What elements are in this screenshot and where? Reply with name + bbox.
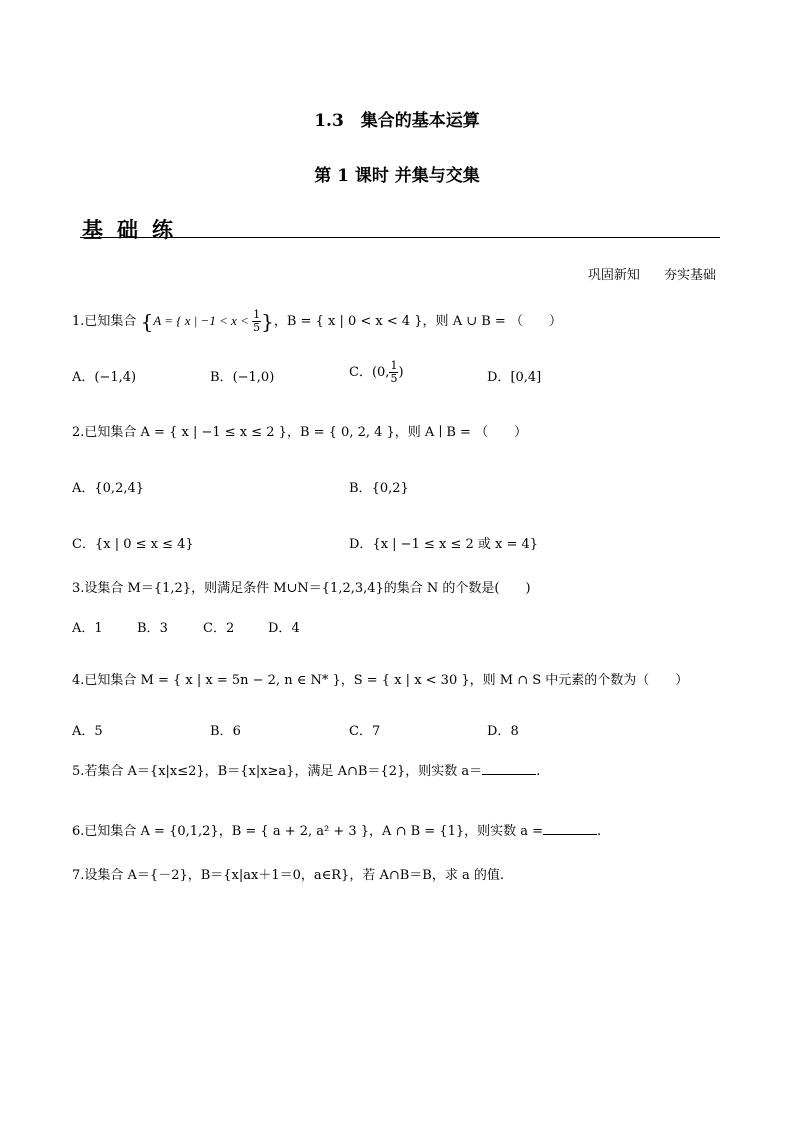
brace-open: { (140, 309, 154, 334)
option-label: C． (203, 621, 226, 636)
q4-option-d[interactable] (487, 720, 519, 739)
question-6-end: . (597, 824, 602, 839)
q1-option-b[interactable] (210, 366, 274, 385)
q3-option-b[interactable] (137, 617, 168, 636)
option-label: C． (72, 537, 95, 552)
option-text: (0, (371, 365, 390, 380)
option-text: (−1,4) (94, 370, 137, 385)
option-label: A． (72, 370, 95, 385)
option-label: B． (210, 724, 233, 739)
option-label: D． (349, 537, 373, 552)
section-heading: 基础练 (82, 217, 187, 242)
q4-option-b[interactable] (210, 720, 241, 739)
q3-option-d[interactable] (268, 617, 300, 636)
option-text: 2 (225, 621, 235, 636)
option-label: B． (210, 370, 233, 385)
section-divider (80, 237, 720, 238)
fraction-denominator: 5 (390, 372, 398, 385)
section-tagline: 巩固新知 夯实基础 (587, 268, 716, 283)
question-5-text: 5.若集合 A＝{x|x≤2}，B＝{x|x≥a}，满足 A∩B＝{2}，则实数 a＝ (72, 764, 483, 779)
option-label: C． (349, 724, 372, 739)
question-1-prefix: 1.已知集合 (72, 314, 141, 329)
option-text: 8 (510, 724, 519, 739)
question-6-text: 6.已知集合 A = {0,1,2}，B = { a + 2, a² + 3 }，A ∩ B = {1}，则实数 a = (72, 824, 544, 839)
q2-option-b[interactable] (349, 477, 409, 496)
question-5 (72, 760, 540, 779)
option-label: A． (72, 481, 95, 496)
fraction-denominator: 5 (253, 321, 261, 334)
question-7: 7.设集合 A＝{－2}，B＝{x|ax＋1＝0，a∈R}，若 A∩B＝B，求 a 的值. (72, 868, 504, 883)
option-text: 5 (94, 724, 103, 739)
q4-option-a[interactable] (72, 720, 103, 739)
answer-blank[interactable] (543, 824, 597, 835)
option-label: A． (72, 621, 95, 636)
q1-option-d[interactable] (487, 366, 541, 385)
question-5-end: . (536, 764, 541, 779)
answer-blank[interactable] (482, 764, 536, 775)
option-text: (−1,0) (232, 370, 275, 385)
fraction-numerator: 1 (253, 308, 261, 321)
option-label: D． (268, 621, 292, 636)
option-text: {x | 0 ≤ x ≤ 4} (94, 537, 194, 552)
question-1-setB: ，B = { x | 0 < x < 4 }，则 A ∪ B = （ ） (273, 314, 562, 329)
question-2: 2.已知集合 A = { x | −1 ≤ x ≤ 2 }，B = { 0, 2, 4 }，则 A ∣ B = （ ） (72, 425, 528, 440)
fraction-numerator: 1 (390, 359, 398, 372)
option-text: 7 (371, 724, 381, 739)
option-text: 6 (232, 724, 241, 739)
q3-option-c[interactable] (203, 617, 234, 636)
option-label: D． (487, 724, 511, 739)
q4-option-c[interactable] (349, 720, 380, 739)
option-text: {0,2} (371, 481, 409, 496)
q2-option-a[interactable] (72, 477, 144, 496)
option-text: {x | −1 ≤ x ≤ 2 或 x = 4} (372, 537, 539, 552)
question-3: 3.设集合 M＝{1,2}，则满足条件 M∪N＝{1,2,3,4}的集合 N 的个数是( ) (72, 581, 531, 596)
q2-option-c[interactable] (72, 533, 194, 552)
option-text: 3 (159, 621, 168, 636)
question-6 (72, 820, 601, 839)
option-text: 1 (94, 621, 103, 636)
option-label: D． (487, 370, 511, 385)
q1-option-a[interactable] (72, 366, 136, 385)
option-label: B． (349, 481, 372, 496)
q2-option-d[interactable] (349, 533, 538, 552)
page-title: 1.3 集合的基本运算 (314, 111, 480, 131)
brace-close: } (261, 309, 274, 334)
fraction (252, 309, 261, 334)
question-1-setA: A = { x | −1 < x < (153, 313, 253, 328)
option-label: C． (349, 365, 372, 380)
option-text: [0,4] (510, 370, 542, 385)
option-label: A． (72, 724, 95, 739)
q3-option-a[interactable] (72, 617, 103, 636)
option-text: ) (398, 365, 404, 380)
question-4: 4.已知集合 M = { x | x = 5n − 2, n ∈ N* }，S = { x | x < 30 }，则 M ∩ S 中元素的个数为（ ） (72, 673, 689, 688)
option-text: {0,2,4} (94, 481, 145, 496)
page-subtitle: 第 1 课时 并集与交集 (314, 166, 480, 186)
question-1 (72, 309, 562, 334)
q1-option-c[interactable] (349, 360, 404, 385)
option-label: B． (137, 621, 160, 636)
option-text: 4 (291, 621, 300, 636)
